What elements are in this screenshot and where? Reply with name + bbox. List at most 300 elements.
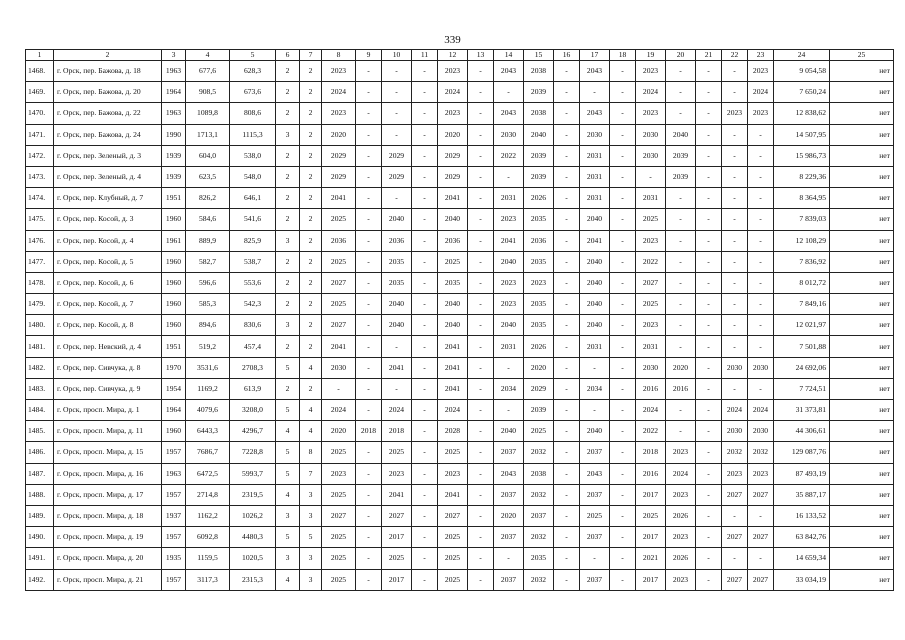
table-cell: 4 bbox=[300, 421, 322, 442]
table-cell: - bbox=[696, 505, 722, 526]
table-cell: - bbox=[356, 442, 382, 463]
table-cell: - bbox=[610, 442, 636, 463]
table-cell: 3 bbox=[300, 548, 322, 569]
address-cell: г. Орск, пер. Сивчука, д. 9 bbox=[54, 378, 162, 399]
table-cell: 2035 bbox=[524, 315, 554, 336]
table-cell: 2029 bbox=[524, 378, 554, 399]
table-cell: 1960 bbox=[162, 209, 186, 230]
table-cell: - bbox=[468, 166, 494, 187]
table-cell: - bbox=[468, 336, 494, 357]
table-cell: - bbox=[610, 61, 636, 82]
table-cell: 2017 bbox=[636, 527, 666, 548]
table-cell: - bbox=[356, 82, 382, 103]
table-cell: 2016 bbox=[636, 378, 666, 399]
table-cell: - bbox=[468, 357, 494, 378]
table-cell: 1957 bbox=[162, 484, 186, 505]
table-cell: - bbox=[468, 294, 494, 315]
table-cell: - bbox=[468, 315, 494, 336]
table-cell: - bbox=[722, 251, 748, 272]
table-cell: - bbox=[696, 400, 722, 421]
address-cell: г. Орск, пер. Косой, д. 5 bbox=[54, 251, 162, 272]
row-index-cell: 1492. bbox=[26, 569, 54, 590]
table-cell: 2 bbox=[300, 166, 322, 187]
table-cell: 7 724,51 bbox=[774, 378, 830, 399]
table-cell: 2037 bbox=[580, 484, 610, 505]
table-cell: 519,2 bbox=[186, 336, 230, 357]
table-cell: 2041 bbox=[438, 484, 468, 505]
table-cell: 2018 bbox=[636, 442, 666, 463]
table-cell: - bbox=[748, 166, 774, 187]
table-cell: - bbox=[610, 166, 636, 187]
table-cell: 2714,8 bbox=[186, 484, 230, 505]
table-cell: 2 bbox=[276, 209, 300, 230]
table-cell: - bbox=[696, 294, 722, 315]
table-cell: - bbox=[412, 209, 438, 230]
table-cell: - bbox=[382, 82, 412, 103]
table-cell: - bbox=[610, 421, 636, 442]
table-cell: 4296,7 bbox=[230, 421, 276, 442]
table-cell: - bbox=[356, 188, 382, 209]
table-cell: - bbox=[722, 166, 748, 187]
table-cell: 2028 bbox=[438, 421, 468, 442]
table-cell: 2023 bbox=[722, 103, 748, 124]
table-cell: - bbox=[748, 294, 774, 315]
table-cell: 2 bbox=[300, 251, 322, 272]
table-cell: - bbox=[468, 124, 494, 145]
table-row bbox=[26, 315, 894, 336]
table-cell: - bbox=[748, 188, 774, 209]
table-cell: 9 054,58 bbox=[774, 61, 830, 82]
table-row bbox=[26, 61, 894, 82]
table-cell: нет bbox=[830, 230, 894, 251]
row-index-cell: 1489. bbox=[26, 505, 54, 526]
table-cell: 2039 bbox=[666, 145, 696, 166]
table-cell: 4 bbox=[276, 569, 300, 590]
table-cell: - bbox=[554, 230, 580, 251]
table-cell: - bbox=[610, 336, 636, 357]
table-cell: - bbox=[610, 230, 636, 251]
table-row bbox=[26, 272, 894, 293]
table-cell: 2 bbox=[276, 145, 300, 166]
table-cell: 2040 bbox=[438, 294, 468, 315]
table-cell: нет bbox=[830, 400, 894, 421]
table-cell: - bbox=[610, 400, 636, 421]
table-row bbox=[26, 357, 894, 378]
address-cell: г. Орск, просп. Мира, д. 21 bbox=[54, 569, 162, 590]
table-cell: 2020 bbox=[322, 124, 356, 145]
table-cell: - bbox=[666, 336, 696, 357]
table-cell: 2040 bbox=[438, 315, 468, 336]
table-cell: 548,0 bbox=[230, 166, 276, 187]
table-cell: нет bbox=[830, 209, 894, 230]
column-header: 22 bbox=[722, 50, 748, 61]
table-cell: 2037 bbox=[524, 505, 554, 526]
table-cell: 2023 bbox=[524, 272, 554, 293]
table-cell: - bbox=[356, 569, 382, 590]
table-cell: 2025 bbox=[322, 442, 356, 463]
table-cell: 889,9 bbox=[186, 230, 230, 251]
table-cell: 2026 bbox=[524, 336, 554, 357]
table-cell: 2017 bbox=[636, 484, 666, 505]
table-cell: - bbox=[468, 145, 494, 166]
table-cell: нет bbox=[830, 294, 894, 315]
table-cell: - bbox=[554, 166, 580, 187]
table-cell: 2 bbox=[276, 272, 300, 293]
table-cell: 2040 bbox=[580, 251, 610, 272]
table-cell: 646,1 bbox=[230, 188, 276, 209]
table-cell: 2031 bbox=[580, 336, 610, 357]
table-cell: - bbox=[696, 569, 722, 590]
table-cell: 2016 bbox=[666, 378, 696, 399]
table-cell: 3531,6 bbox=[186, 357, 230, 378]
table-cell: - bbox=[696, 527, 722, 548]
table-cell: 585,3 bbox=[186, 294, 230, 315]
table-cell: - bbox=[554, 145, 580, 166]
address-cell: г. Орск, просп. Мира, д. 17 bbox=[54, 484, 162, 505]
table-row bbox=[26, 124, 894, 145]
table-cell: 15 986,73 bbox=[774, 145, 830, 166]
column-header: 25 bbox=[830, 50, 894, 61]
table-cell: - bbox=[356, 484, 382, 505]
column-header: 24 bbox=[774, 50, 830, 61]
row-index-cell: 1474. bbox=[26, 188, 54, 209]
table-row bbox=[26, 421, 894, 442]
table-cell: нет bbox=[830, 272, 894, 293]
header-row bbox=[26, 50, 894, 61]
table-cell: 7686,7 bbox=[186, 442, 230, 463]
table-cell: - bbox=[748, 378, 774, 399]
table-cell: - bbox=[356, 463, 382, 484]
table-cell: 2025 bbox=[322, 209, 356, 230]
table-cell: 2024 bbox=[748, 400, 774, 421]
table-cell: 826,2 bbox=[186, 188, 230, 209]
table-cell: - bbox=[610, 357, 636, 378]
table-cell: - bbox=[412, 505, 438, 526]
table-cell: 613,9 bbox=[230, 378, 276, 399]
table-cell: 2023 bbox=[666, 569, 696, 590]
address-cell: г. Орск, пер. Косой, д. 7 bbox=[54, 294, 162, 315]
table-cell: - bbox=[610, 527, 636, 548]
address-cell: г. Орск, пер. Бажова, д. 18 bbox=[54, 61, 162, 82]
table-cell: 2023 bbox=[748, 463, 774, 484]
table-cell: 2025 bbox=[636, 209, 666, 230]
column-header: 7 bbox=[300, 50, 322, 61]
table-cell: - bbox=[580, 400, 610, 421]
table-cell: - bbox=[382, 124, 412, 145]
table-cell: 7 836,92 bbox=[774, 251, 830, 272]
column-header: 20 bbox=[666, 50, 696, 61]
table-cell: - bbox=[382, 61, 412, 82]
table-cell: - bbox=[696, 251, 722, 272]
table-cell: 2037 bbox=[580, 569, 610, 590]
table-cell: 894,6 bbox=[186, 315, 230, 336]
row-index-cell: 1483. bbox=[26, 378, 54, 399]
table-cell: 2030 bbox=[722, 421, 748, 442]
table-cell: - bbox=[468, 505, 494, 526]
table-cell: 2041 bbox=[494, 230, 524, 251]
table-cell: 2 bbox=[300, 209, 322, 230]
table-cell: - bbox=[494, 548, 524, 569]
table-cell: 628,3 bbox=[230, 61, 276, 82]
table-cell: 2038 bbox=[524, 103, 554, 124]
table-cell: - bbox=[696, 315, 722, 336]
table-cell: 2036 bbox=[524, 230, 554, 251]
table-cell: 33 034,19 bbox=[774, 569, 830, 590]
table-cell: - bbox=[468, 569, 494, 590]
table-cell: - bbox=[696, 188, 722, 209]
table-cell: - bbox=[610, 251, 636, 272]
table-cell: 2 bbox=[300, 188, 322, 209]
table-cell: 2035 bbox=[524, 548, 554, 569]
table-cell: 2027 bbox=[748, 569, 774, 590]
table-row bbox=[26, 145, 894, 166]
row-index-cell: 1468. bbox=[26, 61, 54, 82]
table-cell: - bbox=[356, 378, 382, 399]
row-index-cell: 1486. bbox=[26, 442, 54, 463]
table-cell: - bbox=[412, 357, 438, 378]
table-cell: 2 bbox=[276, 82, 300, 103]
table-cell: 2030 bbox=[722, 357, 748, 378]
column-header: 16 bbox=[554, 50, 580, 61]
table-cell: - bbox=[666, 272, 696, 293]
table-cell: нет bbox=[830, 82, 894, 103]
table-cell: 457,4 bbox=[230, 336, 276, 357]
table-cell: 2 bbox=[276, 378, 300, 399]
table-cell: - bbox=[468, 251, 494, 272]
table-cell: 2040 bbox=[438, 209, 468, 230]
table-cell: 3 bbox=[300, 569, 322, 590]
table-cell: 2025 bbox=[382, 442, 412, 463]
table-cell: - bbox=[748, 145, 774, 166]
table-cell: 2023 bbox=[636, 103, 666, 124]
table-cell: - bbox=[722, 505, 748, 526]
table-cell: 2023 bbox=[322, 103, 356, 124]
table-cell: - bbox=[748, 315, 774, 336]
table-row bbox=[26, 505, 894, 526]
row-index-cell: 1473. bbox=[26, 166, 54, 187]
table-cell: 1162,2 bbox=[186, 505, 230, 526]
table-cell: - bbox=[468, 230, 494, 251]
table-cell: 2016 bbox=[636, 463, 666, 484]
table-cell: 2023 bbox=[748, 61, 774, 82]
table-cell: - bbox=[666, 251, 696, 272]
table-cell: 2030 bbox=[636, 357, 666, 378]
table-cell: 8 bbox=[300, 442, 322, 463]
column-header: 3 bbox=[162, 50, 186, 61]
table-cell: 2031 bbox=[636, 336, 666, 357]
table-cell: 2039 bbox=[524, 400, 554, 421]
table-cell: 2 bbox=[300, 82, 322, 103]
table-cell: - bbox=[722, 272, 748, 293]
table-cell: 2034 bbox=[580, 378, 610, 399]
table-cell: - bbox=[554, 569, 580, 590]
table-row bbox=[26, 209, 894, 230]
address-cell: г. Орск, просп. Мира, д. 18 bbox=[54, 505, 162, 526]
table-cell: - bbox=[468, 272, 494, 293]
row-index-cell: 1477. bbox=[26, 251, 54, 272]
table-cell: 1159,5 bbox=[186, 548, 230, 569]
table-cell: - bbox=[412, 103, 438, 124]
table-cell: - bbox=[554, 82, 580, 103]
table-cell: - bbox=[468, 548, 494, 569]
table-cell: 825,9 bbox=[230, 230, 276, 251]
table-cell: 2031 bbox=[494, 336, 524, 357]
table-cell: 2037 bbox=[494, 569, 524, 590]
table-cell: - bbox=[610, 569, 636, 590]
table-cell: 2040 bbox=[666, 124, 696, 145]
table-cell: - bbox=[610, 188, 636, 209]
table-cell: нет bbox=[830, 548, 894, 569]
table-cell: - bbox=[696, 230, 722, 251]
table-cell: - bbox=[412, 166, 438, 187]
table-cell: 7 bbox=[300, 463, 322, 484]
table-cell: - bbox=[554, 421, 580, 442]
table-cell: - bbox=[356, 527, 382, 548]
table-cell: - bbox=[412, 272, 438, 293]
table-cell: 12 108,29 bbox=[774, 230, 830, 251]
table-cell: нет bbox=[830, 188, 894, 209]
table-cell: - bbox=[580, 82, 610, 103]
table-cell: - bbox=[412, 484, 438, 505]
table-cell: - bbox=[554, 336, 580, 357]
table-cell: 582,7 bbox=[186, 251, 230, 272]
table-cell: 2025 bbox=[382, 548, 412, 569]
table-cell: - bbox=[412, 421, 438, 442]
table-cell: 2020 bbox=[524, 357, 554, 378]
table-cell: 2 bbox=[276, 251, 300, 272]
table-cell: 2024 bbox=[438, 82, 468, 103]
table-cell: 1964 bbox=[162, 82, 186, 103]
table-cell: 12 838,62 bbox=[774, 103, 830, 124]
table-cell: 2041 bbox=[322, 336, 356, 357]
table-cell: - bbox=[356, 145, 382, 166]
row-index-cell: 1479. bbox=[26, 294, 54, 315]
table-cell: нет bbox=[830, 145, 894, 166]
table-cell: - bbox=[666, 294, 696, 315]
table-cell: нет bbox=[830, 463, 894, 484]
table-cell: 1169,2 bbox=[186, 378, 230, 399]
table-cell: нет bbox=[830, 61, 894, 82]
table-cell: 2023 bbox=[636, 315, 666, 336]
table-cell: 6092,8 bbox=[186, 527, 230, 548]
table-cell: - bbox=[412, 251, 438, 272]
table-cell: - bbox=[666, 188, 696, 209]
table-cell: - bbox=[748, 124, 774, 145]
table-cell: 14 507,95 bbox=[774, 124, 830, 145]
table-cell: 2029 bbox=[438, 145, 468, 166]
table-cell: - bbox=[412, 230, 438, 251]
table-cell: 2023 bbox=[666, 527, 696, 548]
table-cell: - bbox=[468, 61, 494, 82]
table-cell: - bbox=[356, 209, 382, 230]
table-cell: - bbox=[554, 61, 580, 82]
table-cell: 1960 bbox=[162, 315, 186, 336]
table-cell: 2027 bbox=[748, 527, 774, 548]
table-cell: 3 bbox=[300, 505, 322, 526]
table-cell: - bbox=[554, 442, 580, 463]
table-cell: 24 692,06 bbox=[774, 357, 830, 378]
column-header: 18 bbox=[610, 50, 636, 61]
table-cell: - bbox=[412, 61, 438, 82]
table-cell: - bbox=[554, 103, 580, 124]
table-cell: - bbox=[666, 230, 696, 251]
table-cell: 2040 bbox=[382, 294, 412, 315]
table-cell: 2024 bbox=[722, 400, 748, 421]
table-cell: 8 229,36 bbox=[774, 166, 830, 187]
table-cell: 2035 bbox=[524, 209, 554, 230]
table-cell: 596,6 bbox=[186, 272, 230, 293]
row-index-cell: 1490. bbox=[26, 527, 54, 548]
table-cell: 3 bbox=[276, 124, 300, 145]
table-cell: - bbox=[610, 463, 636, 484]
table-cell: 2027 bbox=[322, 505, 356, 526]
table-cell: 1713,1 bbox=[186, 124, 230, 145]
table-cell: 2023 bbox=[636, 61, 666, 82]
row-index-cell: 1491. bbox=[26, 548, 54, 569]
table-cell: - bbox=[722, 294, 748, 315]
table-cell: 2029 bbox=[382, 166, 412, 187]
table-cell: - bbox=[468, 209, 494, 230]
table-cell: 6472,5 bbox=[186, 463, 230, 484]
table-cell: 1954 bbox=[162, 378, 186, 399]
table-cell: 2025 bbox=[322, 251, 356, 272]
table-cell: 2020 bbox=[322, 421, 356, 442]
table-cell: - bbox=[554, 315, 580, 336]
table-cell: 5 bbox=[276, 442, 300, 463]
table-cell: 2023 bbox=[748, 103, 774, 124]
table-cell: - bbox=[356, 400, 382, 421]
table-cell: 2027 bbox=[322, 272, 356, 293]
address-cell: г. Орск, пер. Косой, д. 3 bbox=[54, 209, 162, 230]
table-cell: 3 bbox=[276, 315, 300, 336]
table-cell: 2035 bbox=[382, 251, 412, 272]
address-cell: г. Орск, просп. Мира, д. 1 bbox=[54, 400, 162, 421]
table-cell: 2 bbox=[300, 315, 322, 336]
table-cell: 4079,6 bbox=[186, 400, 230, 421]
column-header: 17 bbox=[580, 50, 610, 61]
table-row bbox=[26, 442, 894, 463]
table-cell: 2027 bbox=[438, 505, 468, 526]
table-row bbox=[26, 527, 894, 548]
table-cell: нет bbox=[830, 124, 894, 145]
table-cell: 6443,3 bbox=[186, 421, 230, 442]
table-cell: 584,6 bbox=[186, 209, 230, 230]
table-cell: 2023 bbox=[722, 463, 748, 484]
table-cell: 2035 bbox=[382, 272, 412, 293]
table-cell: - bbox=[554, 505, 580, 526]
table-row bbox=[26, 569, 894, 590]
table-cell: 604,0 bbox=[186, 145, 230, 166]
table-cell: 2031 bbox=[494, 188, 524, 209]
table-cell: - bbox=[554, 251, 580, 272]
table-cell: - bbox=[554, 548, 580, 569]
table-cell: - bbox=[748, 336, 774, 357]
table-cell: 2032 bbox=[524, 569, 554, 590]
table-cell: - bbox=[412, 527, 438, 548]
table-cell: 3117,3 bbox=[186, 569, 230, 590]
table-cell: - bbox=[722, 124, 748, 145]
table-cell: 2023 bbox=[494, 272, 524, 293]
column-header: 5 bbox=[230, 50, 276, 61]
table-cell: - bbox=[636, 166, 666, 187]
table-cell: 2023 bbox=[666, 442, 696, 463]
column-header: 6 bbox=[276, 50, 300, 61]
table-cell: нет bbox=[830, 527, 894, 548]
table-cell: 2032 bbox=[524, 527, 554, 548]
table-cell: 7228,8 bbox=[230, 442, 276, 463]
table-cell: 830,6 bbox=[230, 315, 276, 336]
table-cell: - bbox=[382, 378, 412, 399]
